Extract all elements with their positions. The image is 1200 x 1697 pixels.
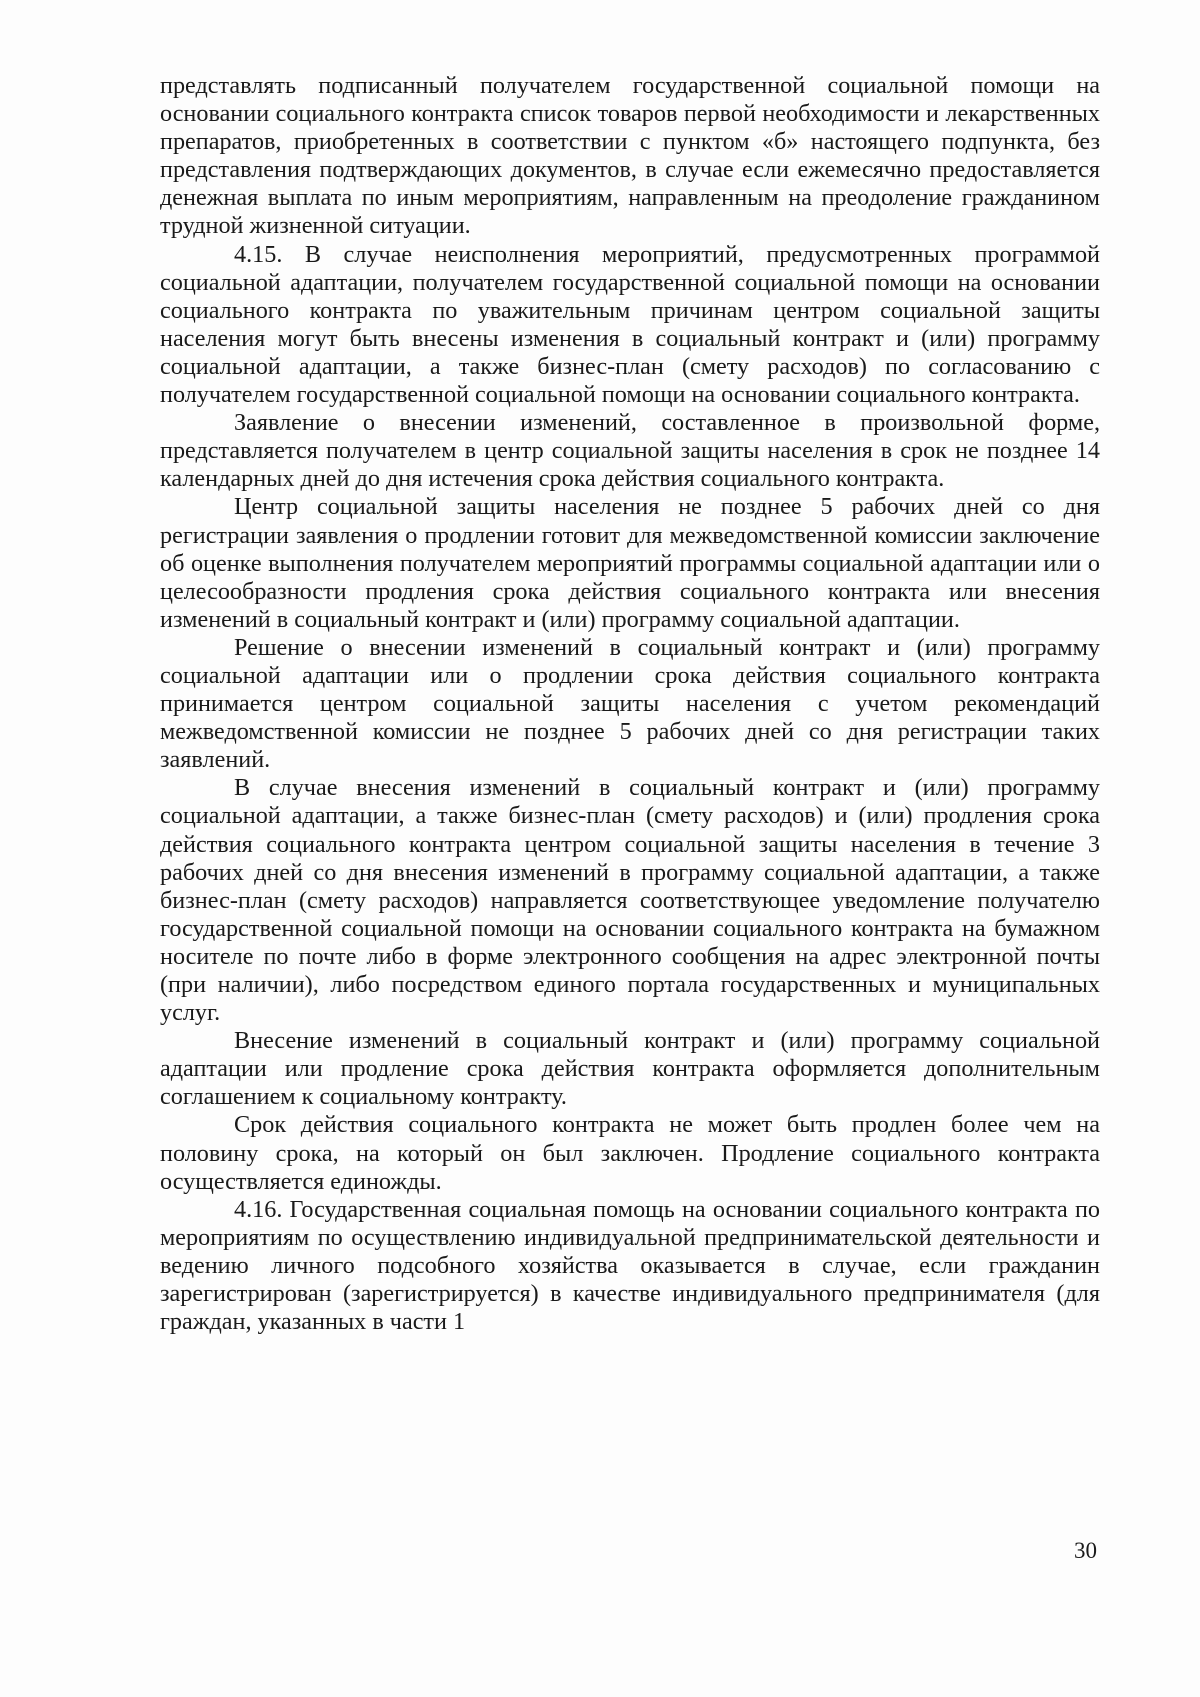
paragraph-extension: Срок действия социального контракта не может быть продлен более чем на половину срока, на который он был заключен. Продление социального контракта осуществляется единожды. — [160, 1111, 1100, 1195]
paragraph-4-16: 4.16. Государственная социальная помощь на основании социального контракта по мероприятиям по осуществлению индивидуальной предпринимательской деятельности и ведению личного подсобного хозяйства оказывается в случае, если гражданин зарегистрирован (зарегистрируется) в качестве индивидуального предпринимателя (для граждан, указанных в части 1 — [160, 1195, 1100, 1336]
paragraph-center-conclusion: Центр социальной защиты населения не позднее 5 рабочих дней со дня регистрации заявления о продлении готовит для межведомственной комиссии заключение об оценке выполнения получателем мероприятий программы социальной адаптации или о целесообразности продления срока действия социального контракта или внесения изменений в социальный контракт и (или) программу социальной адаптации. — [160, 493, 1100, 633]
page-number: 30 — [1074, 1538, 1097, 1563]
document-body — [160, 72, 1100, 1336]
paragraph-continuation: представлять подписанный получателем государственной социальной помощи на основании социального контракта список товаров первой необходимости и лекарственных препаратов, приобретенных в соответствии с пунктом «б» настоящего подпункта, без представления подтверждающих документов, в случае если ежемесячно предоставляется денежная выплата по иным мероприятиям, направленным на преодоление гражданином трудной жизненной ситуации. — [160, 72, 1100, 240]
paragraph-amendment: Внесение изменений в социальный контракт и (или) программу социальной адаптации или продление срока действия контракта оформляется дополнительным соглашением к социальному контракту. — [160, 1027, 1100, 1111]
paragraph-decision: Решение о внесении изменений в социальный контракт и (или) программу социальной адаптации или о продлении срока действия социального контракта принимается центром социальной защиты населения с учетом рекомендаций межведомственной комиссии не позднее 5 рабочих дней со дня регистрации таких заявлений. — [160, 633, 1100, 774]
paragraph-application: Заявление о внесении изменений, составленное в произвольной форме, представляется получателем в центр социальной защиты населения в срок не позднее 14 календарных дней до дня истечения срока действия социального контракта. — [160, 409, 1100, 493]
paragraph-notification: В случае внесения изменений в социальный контракт и (или) программу социальной адаптации, а также бизнес-план (смету расходов) и (или) продления срока действия социального контракта центром социальной защиты населения в течение 3 рабочих дней со дня внесения изменений в программу социальной адаптации, а также бизнес-план (смету расходов) направляется соответствующее уведомление получателю государственной социальной помощи на основании социального контракта на бумажном носителе по почте либо в форме электронного сообщения на адрес электронной почты (при наличии), либо посредством единого портала государственных и муниципальных услуг. — [160, 774, 1100, 1027]
paragraph-4-15: 4.15. В случае неисполнения мероприятий, предусмотренных программой социальной адаптации, получателем государственной социальной помощи на основании социального контракта по уважительным причинам центром социальной защиты населения могут быть внесены изменения в социальный контракт и (или) программу социальной адаптации, а также бизнес-план (смету расходов) по согласованию с получателем государственной социальной помощи на основании социального контракта. — [160, 240, 1100, 409]
